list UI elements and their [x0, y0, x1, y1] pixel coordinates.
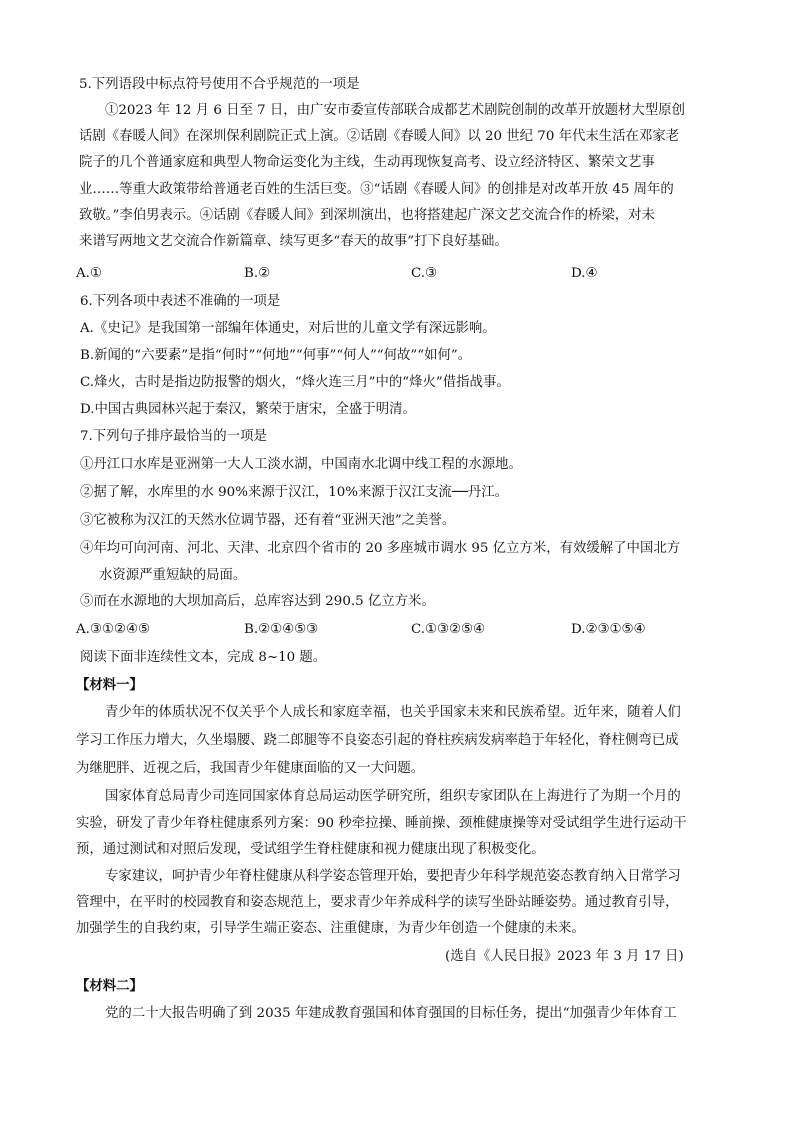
material-1-line: 管理中，在平时的校园教育和姿态规范上，要求青少年养成科学的读写坐卧站睡姿势。通过教育引导， — [76, 895, 679, 910]
material-1-heading: 【材料一】 — [76, 677, 143, 693]
q5-passage-line: ①2023 年 12 月 6 日至 7 日，由广安市委宣传部联合成都艺术剧院创制的改革开放题材大型原创 — [105, 103, 686, 118]
reading-intro: 阅读下面非连续性文本，完成 8~10 题。 — [80, 650, 327, 665]
q7-sentence: ④年均可向河南、河北、天津、北京四个省市的 20 多座城市调水 95 亿立方米，有效缓解了中国北方 — [80, 541, 681, 556]
q5-option-b: B.② — [244, 266, 271, 281]
material-1-line: 实验，研发了青少年脊柱健康系列方案：90 秒牵拉操、睡前操、颈椎健康操等对受试组学生进行运动干 — [76, 816, 687, 831]
q6-stem: 6.下列各项中表述不准确的一项是 — [80, 294, 281, 309]
q7-sentence: ⑤而在水源地的大坝加高后，总库容达到 290.5 亿立方米。 — [80, 594, 435, 609]
q7-sentence: ①丹江口水库是亚洲第一大人工淡水湖，中国南水北调中线工程的水源地。 — [80, 457, 522, 472]
material-1-line: 专家建议，呵护青少年脊柱健康从科学姿态管理开始，要把青少年科学规范姿态教育纳入日常学习 — [105, 869, 681, 884]
q7-option-c: C.①③②⑤④ — [411, 622, 486, 637]
q7-option-d: D.②③①⑤④ — [571, 622, 646, 637]
q7-option-b: B.②①④⑤③ — [244, 622, 319, 637]
q5-option-a: A.① — [76, 266, 102, 281]
q5-option-c: C.③ — [411, 266, 438, 281]
material-2-heading: 【材料二】 — [76, 978, 143, 994]
q6-option-c: C.烽火，古时是指边防报警的烟火，“烽火连三月”中的“烽火”借指战事。 — [80, 375, 510, 390]
material-1-source: (选自《人民日报》2023 年 3 月 17 日) — [445, 949, 684, 964]
q5-passage-line: 来谱写两地文艺交流合作新篇章、续写更多“春天的故事”打下良好基础。 — [79, 234, 508, 249]
material-1-line: 学习工作压力增大，久坐塌腰、跷二郎腿等不良姿态引起的脊柱疾病发病率趋于年轻化，脊柱侧弯已成 — [76, 733, 679, 748]
material-1-line: 预，通过测试和对照后发现，受试组学生脊柱健康和视力健康出现了积极变化。 — [76, 842, 545, 857]
q5-passage-line: 致敬。”李伯男表示。④话剧《春暖人间》到深圳演出，也将搭建起广深文艺交流合作的桥梁，对未 — [79, 208, 655, 223]
q7-sentence-continued: 水资源严重短缺的局面。 — [99, 568, 247, 583]
material-1-line: 为继肥胖、近视之后，我国青少年健康面临的又一大问题。 — [76, 761, 425, 776]
q5-option-d: D.④ — [571, 266, 598, 281]
material-2-line: 党的二十大报告明确了到 2035 年建成教育强国和体育强国的目标任务，提出“加强青少年体育工 — [105, 1006, 677, 1021]
q6-option-d: D.中国古典园林兴起于秦汉，繁荣于唐宋，全盛于明清。 — [80, 402, 416, 417]
q5-passage-line: 话剧《春暖人间》在深圳保利剧院正式上演。②话剧《春暖人间》以 20 世纪 70 年代末生活在邓家老 — [79, 129, 680, 144]
q5-passage-line: 院子的几个普通家庭和典型人物命运变化为主线，生动再现恢复高考、设立经济特区、繁荣文艺事 — [79, 155, 655, 170]
q6-option-b: B.新闻的“六要素”是指“何时”“何地”“何事”“何人”“何故”“如何”。 — [80, 348, 472, 363]
material-1-line: 加强学生的自我约束，引导学生端正姿态、注重健康，为青少年创造一个健康的未来。 — [76, 921, 585, 936]
material-1-line: 青少年的体质状况不仅关乎个人成长和家庭幸福，也关乎国家未来和民族希望。近年来，随着人们 — [105, 705, 681, 720]
q6-option-a: A.《史记》是我国第一部编年体通史，对后世的儿童文学有深远影响。 — [80, 321, 496, 336]
q5-passage-line: 业……等重大政策带给普通老百姓的生活巨变。③“话剧《春暖人间》的创排是对改革开放 45 周年的 — [79, 182, 674, 197]
q7-sentence: ②据了解，水库里的水 90%来源于汉江，10%来源于汉江支流──丹江。 — [80, 485, 509, 500]
q7-sentence: ③它被称为汉江的天然水位调节器，还有着“亚洲天池”之美誉。 — [80, 513, 456, 528]
q7-option-a: A.③①②④⑤ — [76, 622, 150, 637]
q5-stem: 5.下列语段中标点符号使用不合乎规范的一项是 — [79, 77, 360, 92]
material-1-line: 国家体育总局青少司连同国家体育总局运动医学研究所，组织专家团队在上海进行了为期一个月的 — [105, 789, 681, 804]
q7-stem: 7.下列句子排序最恰当的一项是 — [80, 429, 267, 444]
